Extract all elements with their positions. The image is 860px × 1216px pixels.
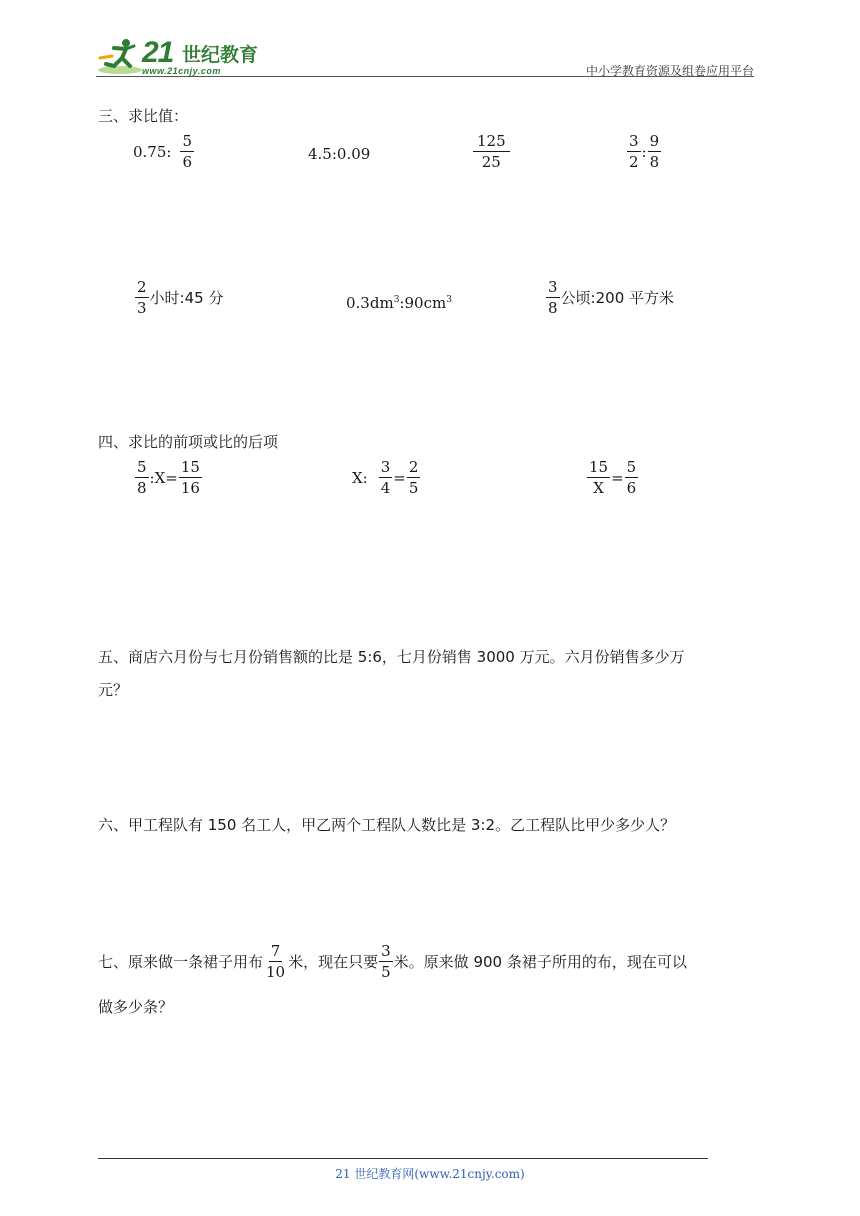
ratio-item-3 [472, 134, 511, 170]
section7-line1 [98, 944, 687, 980]
denominator: 8 [137, 479, 147, 497]
ratio-separator: : [641, 143, 647, 161]
fraction [135, 460, 149, 496]
section6-line1: 六、甲工程队有 150 名工人，甲乙两个工程队人数比是 3:2。乙工程队比甲少多少人？ [98, 816, 676, 834]
denominator: 10 [266, 963, 286, 981]
denominator: X [593, 479, 604, 497]
section7-part2: 米，现在只要 [288, 953, 379, 971]
numerator: 15 [589, 458, 609, 476]
exponent: 3 [393, 295, 400, 305]
numerator: 3 [381, 942, 391, 960]
proportion-mid: :X= [149, 469, 178, 487]
fraction [379, 460, 393, 496]
section7-part3: 米。原来做 900 条裙子所用的布，现在可以 [393, 953, 687, 971]
fraction [407, 460, 421, 496]
fraction [587, 460, 610, 496]
denominator: 3 [137, 299, 147, 317]
numerator: 7 [270, 942, 281, 960]
ratio-item-6 [346, 290, 452, 313]
ratio-item-1-prefix: 0.75: [133, 143, 172, 161]
header-divider [96, 76, 754, 77]
proportion-item-1 [134, 460, 203, 496]
fraction [648, 134, 662, 170]
denominator: 8 [649, 153, 660, 171]
fraction [546, 280, 560, 316]
denominator: 2 [629, 153, 639, 171]
numerator: 3 [548, 278, 558, 296]
footer-divider [98, 1158, 708, 1159]
fraction [625, 460, 639, 496]
ratio-item-5 [134, 280, 223, 316]
denominator: 5 [381, 963, 391, 981]
ratio-item-6-part1: 0.3dm [346, 294, 394, 312]
proportion-prefix: X: [352, 469, 368, 487]
numerator: 5 [137, 458, 147, 476]
footer-link[interactable]: 21 世纪教育网(www.21cnjy.com) [335, 1167, 525, 1181]
denominator: 25 [481, 153, 501, 171]
ratio-item-4 [626, 134, 662, 170]
denominator: 8 [548, 299, 558, 317]
section4-title: 四、求比的前项或比的后项 [98, 433, 279, 451]
ratio-item-5-suffix: 小时:45 分 [149, 289, 224, 307]
fraction [473, 134, 510, 170]
numerator: 2 [137, 278, 147, 296]
denominator: 5 [408, 479, 419, 497]
denominator: 4 [380, 479, 391, 497]
numerator: 3 [380, 458, 391, 476]
section7-line2: 做多少条？ [98, 998, 174, 1016]
proportion-item-3 [586, 460, 639, 496]
section5-line2: 元？ [98, 681, 129, 699]
ratio-item-7-suffix: 公顷:200 平方米 [560, 289, 674, 307]
ratio-item-6-part2: :90cm [399, 294, 447, 312]
section5-line1: 五、商店六月份与七月份销售额的比是 5:6，七月份销售 3000 万元。六月份销售多少万 [98, 648, 685, 666]
numerator: 15 [180, 458, 200, 476]
fraction [264, 944, 287, 980]
runner-icon [96, 36, 142, 76]
denominator: 6 [626, 479, 637, 497]
section7-part1: 七、原来做一条裙子用布 [98, 953, 264, 971]
numerator: 2 [408, 458, 419, 476]
section3-title: 三、求比值： [98, 107, 189, 125]
fraction [135, 280, 149, 316]
site-logo [96, 36, 266, 78]
exponent: 3 [446, 295, 452, 305]
ratio-item-7 [545, 280, 674, 316]
logo-url: www.21cnjy.com [142, 66, 221, 76]
numerator: 3 [629, 132, 639, 150]
logo-number: 21 [142, 36, 174, 69]
fraction [379, 944, 393, 980]
header-tagline: 中小学教育资源及组卷应用平台 [585, 64, 754, 78]
logo-name: 世纪教育 [182, 44, 259, 66]
ratio-item-1 [133, 134, 195, 170]
proportion-item-2 [352, 460, 421, 496]
numerator: 5 [182, 132, 192, 150]
denominator: 6 [182, 153, 192, 171]
numerator: 9 [649, 132, 660, 150]
equals-sign: = [611, 469, 624, 487]
ratio-item-2: 4.5:0.09 [308, 145, 371, 163]
fraction [179, 460, 202, 496]
fraction [627, 134, 641, 170]
equals-sign: = [393, 469, 406, 487]
numerator: 5 [626, 458, 637, 476]
denominator: 16 [180, 479, 200, 497]
numerator: 125 [473, 134, 510, 152]
fraction [180, 134, 194, 170]
